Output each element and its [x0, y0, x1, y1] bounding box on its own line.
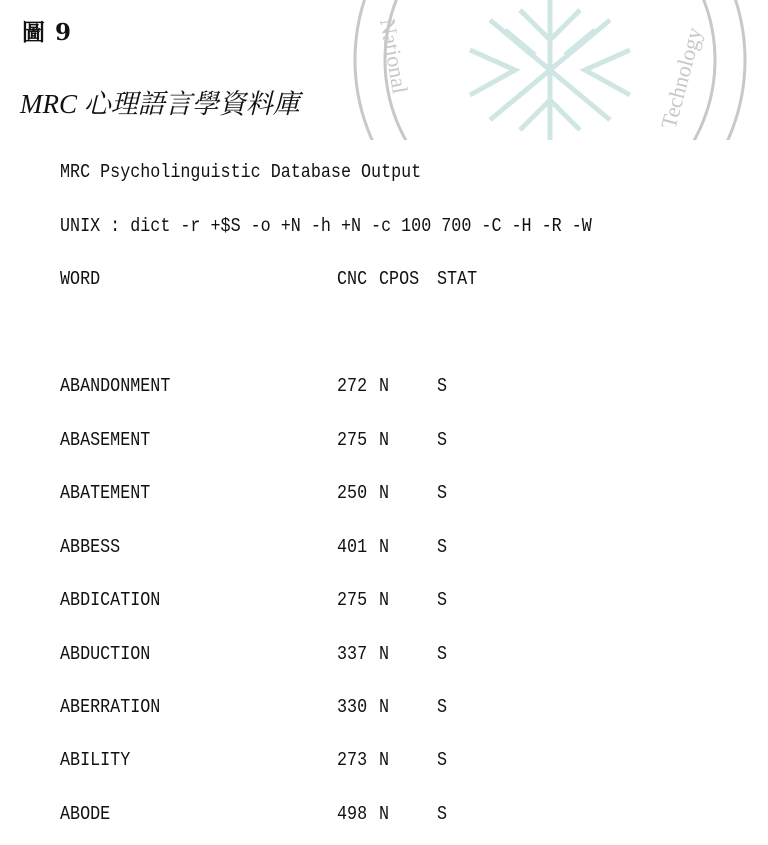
table-row — [60, 802, 760, 826]
table-row — [60, 588, 760, 612]
stat-cell: S — [437, 643, 448, 665]
output-heading: MRC Psycholinguistic Database Output — [60, 161, 422, 183]
seal-outer-ring — [355, 0, 745, 140]
cpos-cell: N — [379, 429, 390, 451]
stat-cell: S — [437, 803, 448, 825]
cnc-cell: 250 — [337, 482, 368, 504]
column-header-stat: STAT — [437, 268, 478, 290]
cnc-cell: 498 — [337, 803, 368, 825]
cnc-cell: 337 — [337, 643, 368, 665]
cnc-cell: 275 — [337, 429, 368, 451]
figure-label: 圖 9 — [22, 19, 73, 46]
stat-cell: S — [437, 536, 448, 558]
column-header-cnc: CNC — [337, 268, 368, 290]
seal-text-right: Technology — [655, 24, 707, 132]
stat-cell: S — [437, 482, 448, 504]
table-row — [60, 374, 760, 398]
cpos-cell: N — [379, 803, 390, 825]
word-cell: ABERRATION — [60, 696, 161, 718]
cpos-cell: N — [379, 482, 390, 504]
cnc-cell: 273 — [337, 749, 368, 771]
seal-emblem — [470, 0, 630, 140]
cpos-cell: N — [379, 696, 390, 718]
word-cell: ABATEMENT — [60, 482, 151, 504]
table-row — [60, 535, 760, 559]
cpos-cell: N — [379, 536, 390, 558]
stat-cell: S — [437, 749, 448, 771]
word-cell: ABILITY — [60, 749, 131, 771]
stat-cell: S — [437, 696, 448, 718]
table-row — [60, 481, 760, 505]
cnc-cell: 272 — [337, 375, 368, 397]
word-cell: ABODE — [60, 803, 111, 825]
cpos-cell: N — [379, 375, 390, 397]
word-cell: ABDICATION — [60, 589, 161, 611]
university-seal-watermark — [340, 0, 760, 140]
table-row — [60, 748, 760, 772]
column-header-cpos: CPOS — [379, 268, 420, 290]
table-row — [60, 642, 760, 666]
seal-inner-ring — [385, 0, 715, 140]
seal-graphic — [340, 0, 760, 140]
cnc-cell: 330 — [337, 696, 368, 718]
column-header-row — [60, 267, 760, 291]
seal-text-left: National — [375, 16, 413, 96]
word-cell: ABASEMENT — [60, 429, 151, 451]
cnc-cell: 401 — [337, 536, 368, 558]
figure-title: MRC 心理語言學資料庫 — [20, 89, 300, 119]
cnc-cell: 275 — [337, 589, 368, 611]
stat-cell: S — [437, 429, 448, 451]
table-row — [60, 428, 760, 452]
cpos-cell: N — [379, 749, 390, 771]
word-cell: ABBESS — [60, 536, 121, 558]
cpos-cell: N — [379, 589, 390, 611]
table-row — [60, 695, 760, 719]
word-cell: ABDUCTION — [60, 643, 151, 665]
column-header-word: WORD — [60, 268, 101, 290]
word-cell: ABANDONMENT — [60, 375, 171, 397]
cpos-cell: N — [379, 643, 390, 665]
stat-cell: S — [437, 375, 448, 397]
command-line: UNIX : dict -r +$S -o +N -h +N -c 100 700 -C -H -R -W — [60, 215, 592, 237]
stat-cell: S — [437, 589, 448, 611]
